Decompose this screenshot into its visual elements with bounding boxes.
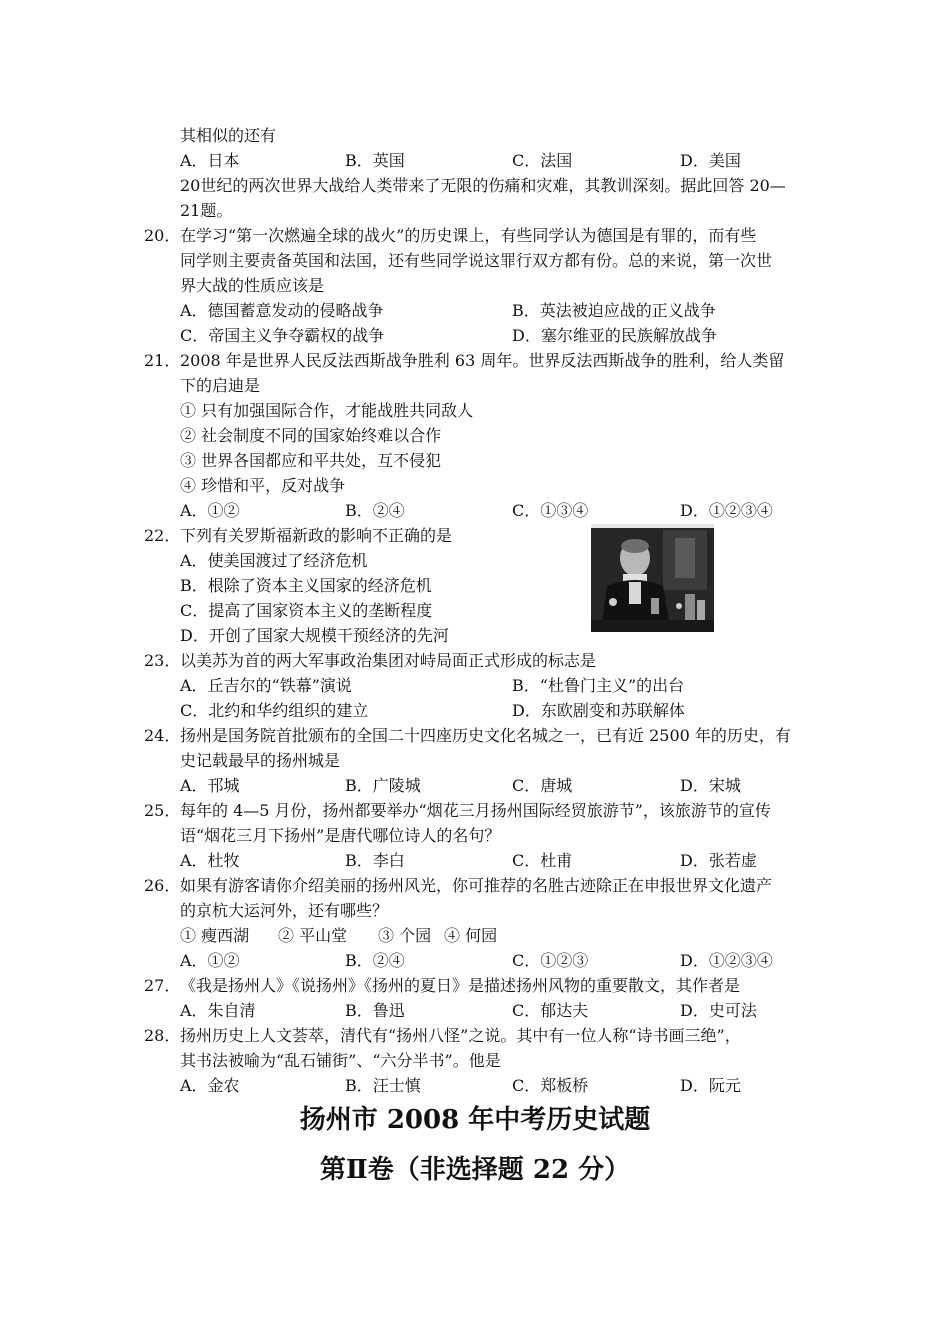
roosevelt-photo [591, 524, 714, 632]
q23-line-1: 以美苏为首的两大军事政治集团对峙局面正式形成的标志是 [180, 651, 597, 670]
q25-option-b: B．李白 [345, 851, 405, 870]
q22-option-b: B．根除了资本主义国家的经济危机 [180, 576, 432, 595]
q19-option-a: A．日本 [180, 151, 240, 170]
q26-option-c: C．①②③ [512, 951, 589, 970]
q28-line-2: 其书法被喻为“乱石铺街”、“六分半书”。他是 [180, 1051, 501, 1070]
q21-item-4: ④ 珍惜和平，反对战争 [180, 476, 346, 495]
q24-number: 24． [144, 726, 181, 745]
q28-option-d: D．阮元 [680, 1076, 741, 1095]
q20-option-c: C．帝国主义争夺霸权的战争 [180, 326, 385, 345]
q21-line-1: 2008 年是世界人民反法西斯战争胜利 63 周年。世界反法西斯战争的胜利，给人类留 [180, 351, 785, 370]
q25-line-2: 语“烟花三月下扬州”是唐代哪位诗人的名句？ [180, 826, 501, 845]
q24-line-1: 扬州是国务院首批颁布的全国二十四座历史文化名城之一，已有近 2500 年的历史，有 [180, 726, 791, 745]
q24-option-a: A．邗城 [180, 776, 240, 795]
q28-line-1: 扬州历史上人文荟萃，清代有“扬州八怪”之说。其中有一位人称“诗书画三绝”， [180, 1026, 741, 1045]
q26-item-4: ④ 何园 [444, 926, 498, 945]
q21-option-b: B．②④ [345, 501, 405, 520]
q19-option-c: C．法国 [512, 151, 573, 170]
q25-number: 25． [144, 801, 181, 820]
q27-option-d: D．史可法 [680, 1001, 757, 1020]
q27-option-a: A．朱自清 [180, 1001, 256, 1020]
q22-line-1: 下列有关罗斯福新政的影响不正确的是 [180, 526, 453, 545]
q27-option-c: C．郁达夫 [512, 1001, 589, 1020]
q28-option-c: C．郑板桥 [512, 1076, 589, 1095]
q25-option-d: D．张若虚 [680, 851, 757, 870]
q26-item-1: ① 瘦西湖 [180, 926, 250, 945]
q24-option-c: C．唐城 [512, 776, 573, 795]
q26-item-3: ③ 个园 [378, 926, 432, 945]
q25-line-1: 每年的 4—5 月份，扬州都要举办“烟花三月扬州国际经贸旅游节”，该旅游节的宣传 [180, 801, 771, 820]
q24-option-d: D．宋城 [680, 776, 741, 795]
q26-option-d: D．①②③④ [680, 951, 773, 970]
q20-21-stem-line-2: 21题。 [180, 201, 233, 220]
q20-line-1: 在学习“第一次燃遍全球的战火”的历史课上，有些同学认为德国是有罪的，而有些 [180, 226, 757, 245]
exam-title: 扬州市 2008 年中考历史试题 [299, 1105, 651, 1135]
q23-option-a: A．丘吉尔的“铁幕”演说 [180, 676, 352, 695]
q23-number: 23． [144, 651, 181, 670]
q23-option-b: B．“杜鲁门主义”的出台 [512, 676, 685, 695]
q19-option-d: D．美国 [680, 151, 741, 170]
q20-option-d: D．塞尔维亚的民族解放战争 [512, 326, 717, 345]
q22-option-d: D．开创了国家大规模干预经济的先河 [180, 626, 449, 645]
q22-number: 22． [144, 526, 181, 545]
q21-item-2: ② 社会制度不同的国家始终难以合作 [180, 426, 442, 445]
q27-option-b: B．鲁迅 [345, 1001, 405, 1020]
q20-option-b: B．英法被迫应战的正义战争 [512, 301, 716, 320]
q22-option-a: A．使美国渡过了经济危机 [180, 551, 368, 570]
q24-line-2: 史记载最早的扬州城是 [180, 751, 341, 770]
q21-item-1: ① 只有加强国际合作，才能战胜共同敌人 [180, 401, 474, 420]
q20-21-stem-line-1: 20世纪的两次世界大战给人类带来了无限的伤痛和灾难，其教训深刻。据此回答 20— [180, 176, 786, 195]
q26-option-b: B．②④ [345, 951, 405, 970]
q26-number: 26． [144, 876, 181, 895]
q19-option-b: B．英国 [345, 151, 405, 170]
q20-line-2: 同学则主要责备英国和法国，还有些同学说这罪行双方都有份。总的来说，第一次世 [180, 251, 773, 270]
q21-option-c: C．①③④ [512, 501, 589, 520]
q26-line-2: 的京杭大运河外，还有哪些？ [180, 901, 389, 920]
q27-number: 27． [144, 976, 181, 995]
q26-option-a: A．①② [180, 951, 240, 970]
q21-number: 21． [144, 351, 181, 370]
section-title: 第Ⅱ卷（非选择题 22 分） [319, 1155, 631, 1185]
q23-option-d: D．东欧剧变和苏联解体 [512, 701, 685, 720]
q26-item-2: ② 平山堂 [278, 926, 348, 945]
q22-option-c: C．提高了国家资本主义的垄断程度 [180, 601, 433, 620]
q23-option-c: C．北约和华约组织的建立 [180, 701, 369, 720]
q21-line-2: 下的启迪是 [180, 376, 261, 395]
q24-option-b: B．广陵城 [345, 776, 421, 795]
q28-option-a: A．金农 [180, 1076, 240, 1095]
q27-line-1: 《我是扬州人》《说扬州》《扬州的夏日》是描述扬州风物的重要散文，其作者是 [180, 976, 741, 995]
q19-stem-tail: 其相似的还有 [180, 126, 277, 145]
q25-option-a: A．杜牧 [180, 851, 240, 870]
q20-number: 20． [144, 226, 181, 245]
q20-line-3: 界大战的性质应该是 [180, 276, 325, 295]
q28-option-b: B．汪士慎 [345, 1076, 421, 1095]
q20-option-a: A．德国蓄意发动的侵略战争 [180, 301, 384, 320]
q21-option-d: D．①②③④ [680, 501, 773, 520]
q21-option-a: A．①② [180, 501, 240, 520]
q21-item-3: ③ 世界各国都应和平共处，互不侵犯 [180, 451, 442, 470]
q25-option-c: C．杜甫 [512, 851, 573, 870]
q28-number: 28． [144, 1026, 181, 1045]
q26-line-1: 如果有游客请你介绍美丽的扬州风光，你可推荐的名胜古迹除正在申报世界文化遗产 [180, 876, 773, 895]
